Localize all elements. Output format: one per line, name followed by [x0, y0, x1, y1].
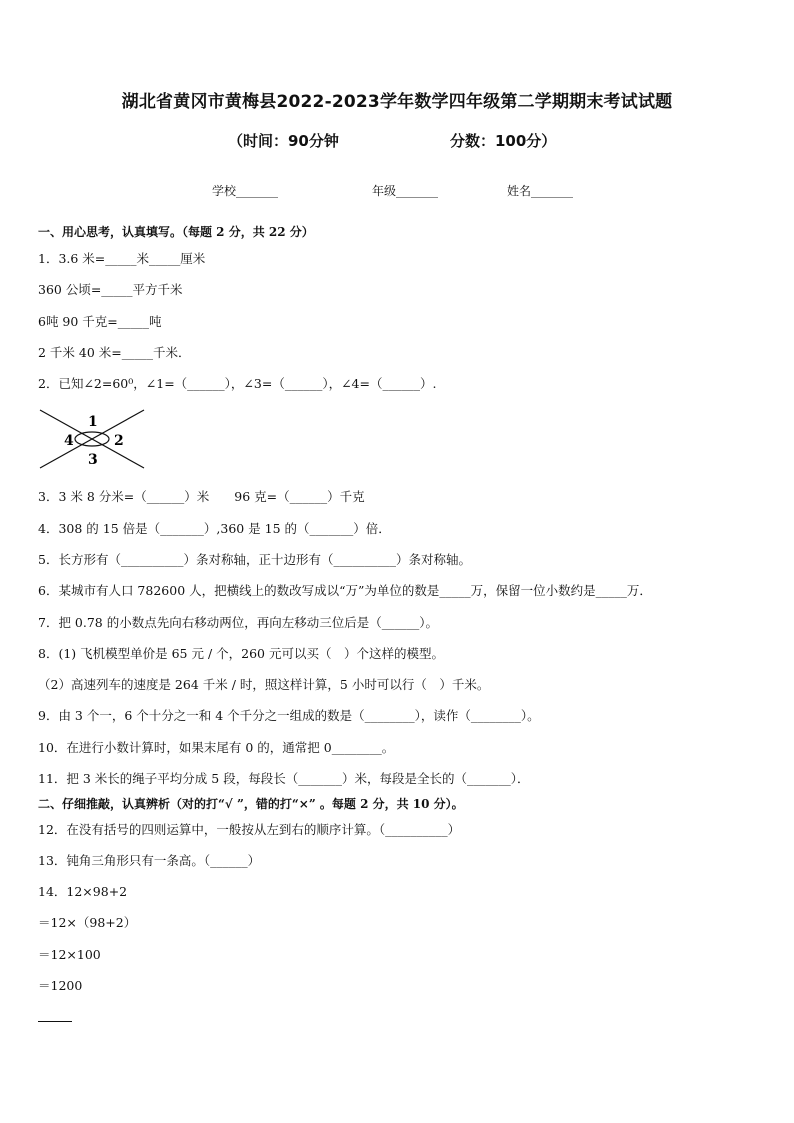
question-11: 11．把 3 米长的绳子平均分成 5 段，每段长（_______）米，每段是全长的（_______）．: [38, 771, 530, 786]
total-score: 分数：100分）: [450, 132, 557, 150]
question-8a: 8．(1) 飞机模型单价是 65 元 / 个，260 元可以买（ ）个这样的模型。: [38, 646, 444, 661]
question-1d: 2 千米 40 米=_____千米．: [38, 345, 191, 360]
question-5: 5．长方形有（__________）条对称轴，正十边形有（__________）条对称轴。: [38, 552, 471, 567]
question-14-line-1: 14．12×98+2: [38, 884, 128, 899]
question-6: 6．某城市有人口 782600 人，把横线上的数改写成以“万”为单位的数是_____万，保留一位小数约是_____万．: [38, 583, 652, 598]
question-10: 10．在进行小数计算时，如果末尾有 0 的，通常把 0________。: [38, 740, 395, 755]
figure-label-1: 1: [88, 414, 98, 430]
question-1c: 6吨 90 千克=_____吨: [38, 314, 162, 329]
question-9: 9．由 3 个一，6 个十分之一和 4 个千分之一组成的数是（________），读作（________）。: [38, 708, 540, 723]
section-1-heading: 一、用心思考，认真填写。（每题 2 分，共 22 分）: [38, 225, 314, 239]
figure-label-3: 3: [88, 452, 98, 468]
figure-label-2: 2: [114, 433, 124, 449]
question-7: 7．把 0.78 的小数点先向右移动两位，再向左移动三位后是（______）。: [38, 615, 438, 630]
question-8b: （2）高速列车的速度是 264 千米 / 时，照这样计算，5 小时可以行（ ）千米。: [38, 677, 490, 692]
exam-title: 湖北省黄冈市黄梅县2022-2023学年数学四年级第二学期期末考试试题: [121, 92, 673, 112]
question-14-line-2: ＝12×（98+2）: [38, 915, 137, 930]
question-1b: 360 公顷=_____平方千米: [38, 282, 183, 297]
question-12: 12．在没有括号的四则运算中，一般按从左到右的顺序计算。（__________）: [38, 822, 461, 837]
grade-field: 年级_______: [372, 184, 439, 198]
question-13: 13．钝角三角形只有一条高。（______）: [38, 853, 261, 868]
school-field: 学校_______: [212, 184, 279, 198]
figure-label-4: 4: [64, 433, 74, 449]
question-2: 2．已知∠2=60⁰，∠1=（______），∠3=（______），∠4=（______）.: [38, 376, 437, 391]
question-4: 4．308 的 15 倍是（_______）,360 是 15 的（_______）倍．: [38, 521, 391, 536]
question-3: 3．3 米 8 分米=（______）米 96 克=（______）千克: [38, 489, 365, 504]
question-1a: 1．3.6 米=_____米_____厘米: [38, 251, 206, 266]
name-field: 姓名_______: [507, 184, 574, 198]
question-14-line-4: ＝1200: [38, 978, 83, 993]
angle-figure: [38, 406, 146, 472]
question-14-line-3: ＝12×100: [38, 947, 101, 962]
section-2-heading: 二、仔细推敲，认真辨析（对的打“√ ”，错的打“×” 。每题 2 分，共 10 分）。: [38, 797, 464, 811]
answer-blank-line: [38, 1021, 72, 1022]
time-limit: （时间：90分钟: [228, 132, 339, 150]
